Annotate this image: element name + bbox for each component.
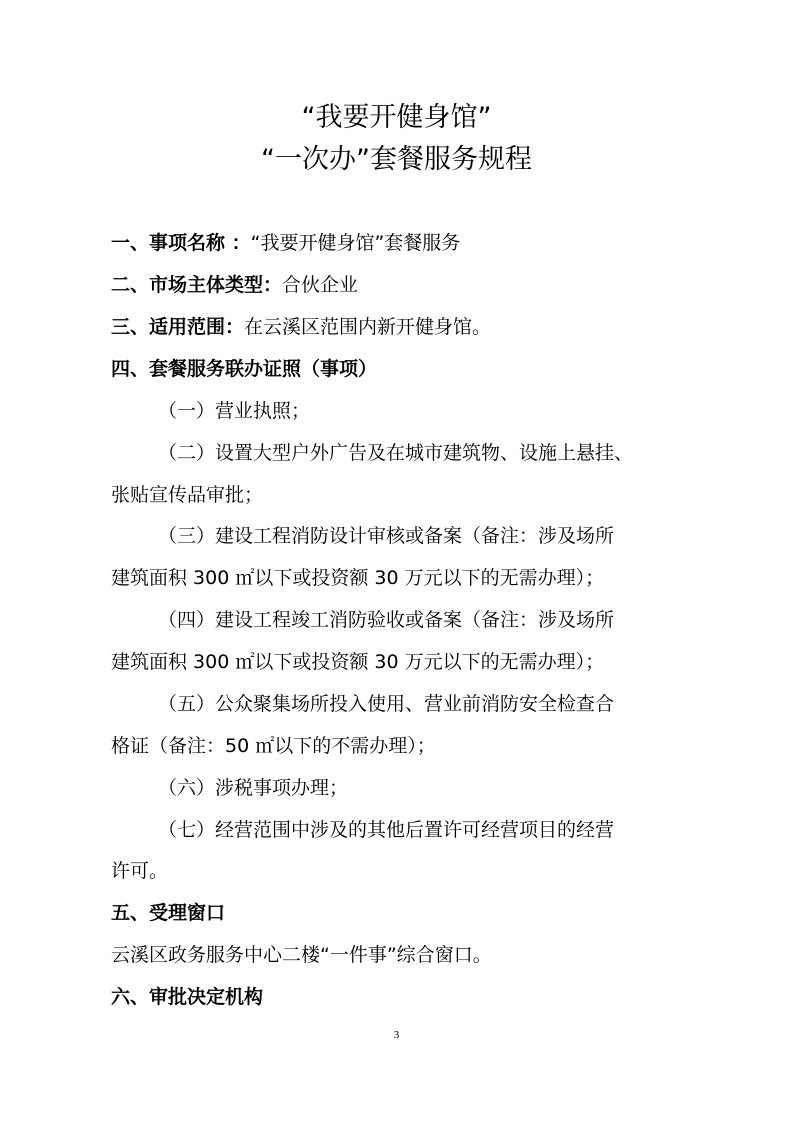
- section-heading-licenses: 四、套餐服务联办证照（事项）: [111, 358, 378, 380]
- list-item-3: （三）建设工程消防设计审核或备案（备注：涉及场所: [158, 525, 615, 547]
- list-item-5: （五）公众聚集场所投入使用、营业前消防安全检查合: [158, 693, 615, 715]
- list-item-5-cont: 格证（备注：50 ㎡以下的不需办理）；: [111, 735, 436, 757]
- section-heading: 一、事项名称 ：: [111, 232, 251, 254]
- list-item-6: （六）涉税事项办理；: [158, 777, 349, 799]
- section-heading: 三、适用范围：: [111, 316, 245, 338]
- list-item-4: （四）建设工程竣工消防验收或备案（备注：涉及场所: [158, 609, 615, 631]
- section-heading: 二、市场主体类型：: [111, 274, 283, 296]
- list-item-1: （一）营业执照；: [158, 400, 311, 422]
- section-heading-authority: 六、审批决定机构: [111, 986, 264, 1008]
- section-heading-window: 五、受理窗口: [111, 902, 226, 924]
- page-number: 3: [393, 1029, 400, 1041]
- section-content: 合伙企业: [282, 274, 359, 296]
- list-item-4-cont: 建筑面积 300 ㎡以下或投资额 30 万元以下的无需办理）；: [111, 651, 605, 673]
- section-entity-type: [111, 271, 358, 299]
- section-content: 在云溪区范围内新开健身馆。: [244, 316, 492, 338]
- section-item-name: [111, 229, 460, 257]
- title-line-2: “一次办”套餐服务规程: [261, 144, 532, 175]
- list-item-2: （二）设置大型户外广告及在城市建筑物、设施上悬挂、: [158, 442, 634, 464]
- section-scope: [111, 313, 491, 341]
- title-line-1: “我要开健身馆”: [301, 102, 492, 133]
- section-window-content: 云溪区政务服务中心二楼“一件事”综合窗口。: [111, 944, 492, 966]
- list-item-3-cont: 建筑面积 300 ㎡以下或投资额 30 万元以下的无需办理）；: [111, 567, 605, 589]
- section-content: “我要开健身馆”套餐服务: [250, 232, 461, 254]
- list-item-7-cont: 许可。: [111, 860, 169, 882]
- list-item-7: （七）经营范围中涉及的其他后置许可经营项目的经营: [158, 819, 615, 841]
- list-item-2-cont: 张贴宣传品审批；: [111, 484, 264, 506]
